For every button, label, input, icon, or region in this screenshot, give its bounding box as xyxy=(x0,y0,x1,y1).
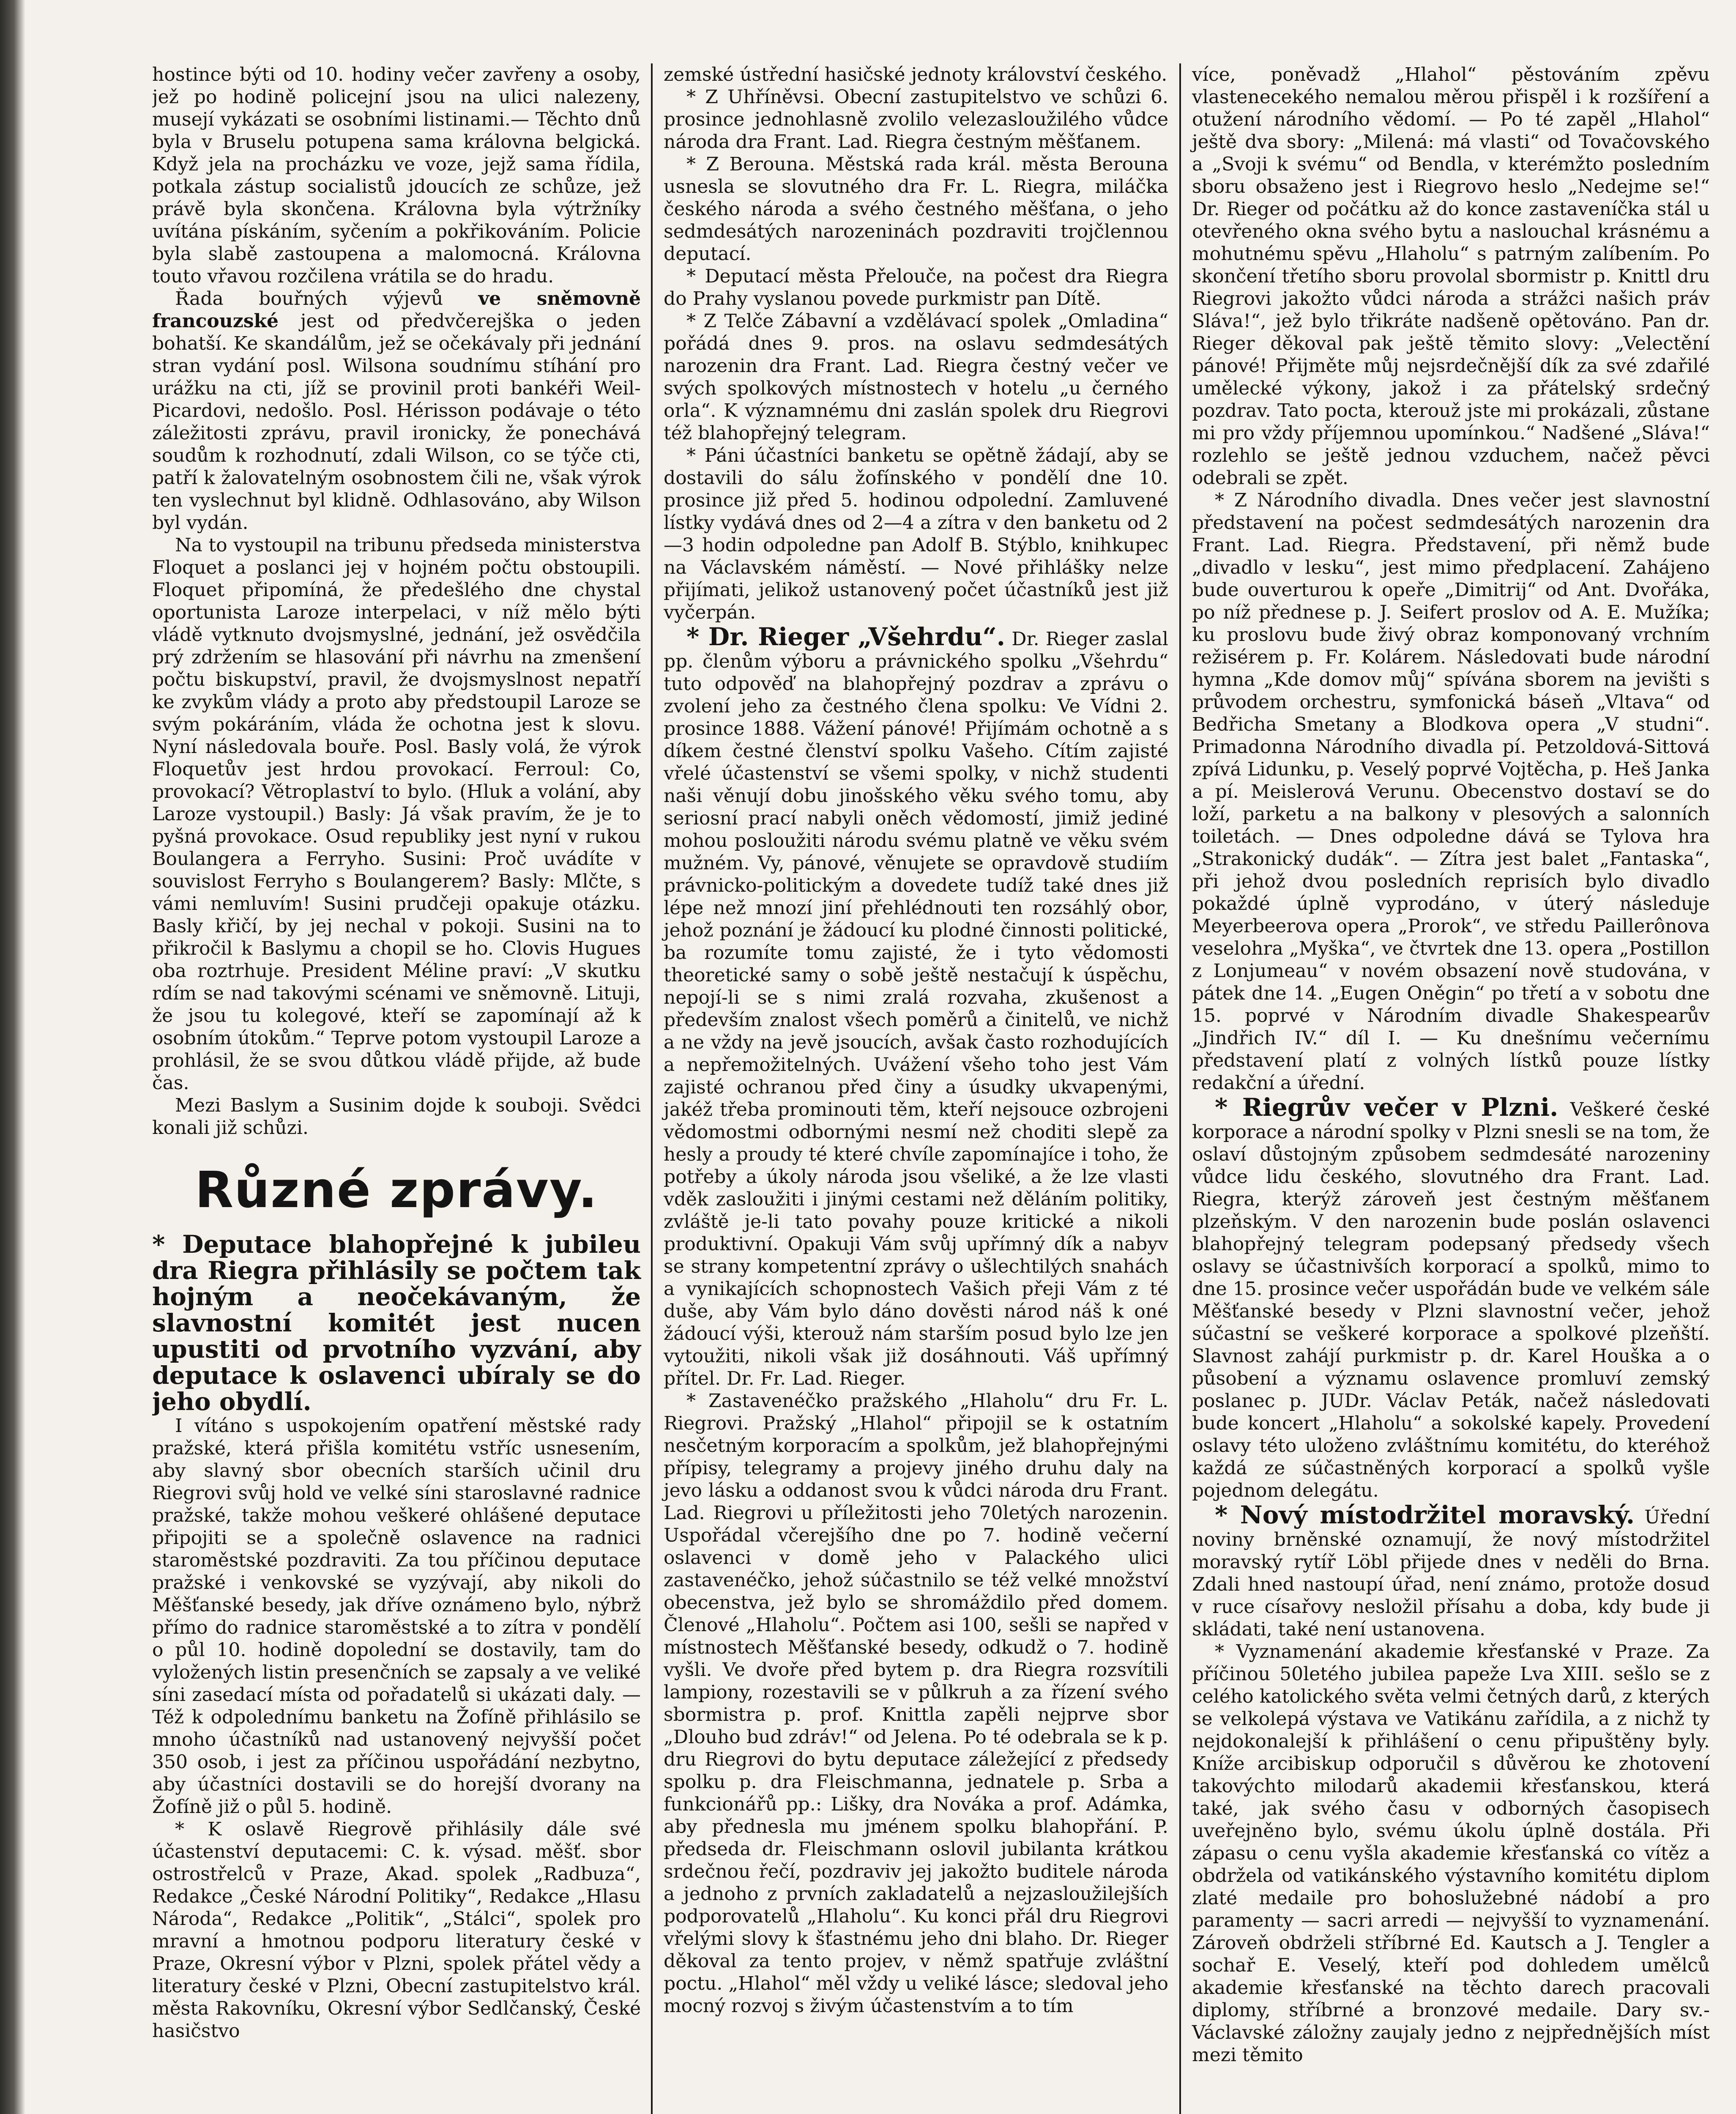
article-french-chamber xyxy=(152,288,641,534)
news-vsehrd xyxy=(664,624,1168,1390)
column-1 xyxy=(152,63,651,2114)
news-telc: * Z Telče Zábavní a vzdělávací spolek „Omladina“ pořádá dnes 9. pros. na oslavu sedmdesátých narozenin dra Frant. Lad. Riegra čestný večer ve svých spolkových místnostech v hotelu „u černého orla“. K významnému dni zaslán spolek dru Riegrovi též blahopřejný telegram. xyxy=(664,310,1168,444)
article-city-council: I vítáno s uspokojením opatření městské rady pražské, která přišla komitétu vstříc usnesením, aby slavný sbor obecních starších učinil dru Riegrovi svůj hold ve velké síni staroslavné radnice pražské, takže mohou veškeré ohlášené deputace připojiti se a společně oslavence na radnici staroměstské pozdraviti. Za tou příčinou deputace pražské i venkovské se vyzývají, aby nikoli do Měšťanské besedy, jak dříve oznámeno bylo, nýbrž přímo do radnice staroměstské a to zítra v pondělí o půl 10. hodině dopolední se dostavily, tam do vyložených listin presenčních se zapsaly a ve veliké síni zasedací místa od pořadatelů si ukázati daly. — Též k odpolednímu banketu na Žofíně přihlásilo se mnoho účastníků nad ustanovený nejvyšší počet 350 osob, i jest za příčinou uspořádání nezbytno, aby účastníci dostavili se do horejší dvorany na Žofíně již o půl 5. hodině. xyxy=(152,1415,641,1818)
news-banquet: * Páni účastníci banketu se opětně žádají, aby se dostavili do sálu žofínského v pondělí dne 10. prosince již před 5. hodinou odpolední. Zamluvené lístky vydává dnes od 2—4 a zítra v den banketu od 2—3 hodin odpoledne pan Adolf B. Stýblo, knihkupec na Václavském náměstí. — Nové přihlášky nelze přijímati, jelikož ustanovený počet účastníků jest již vyčerpán. xyxy=(664,445,1168,623)
text-span: jest od předvčerejška o jeden bohatší. Ke skandálům, jež se očekávaly při jednání stran vydání posl. Wilsona soudnímu stíhání pro urážku na cti, jíž se provinil proti bankéři Weil-Picardovi, nedošlo. Posl. Hérisson podávaje o této záležitosti zprávu, pravil ironicky, že ponechává soudům k rozhodnutí, zdali Wilson, co se týče cti, patří k žalovatelným osobnostem čili ne, však výrok ten vyslechnut byl klidně. Odhlasováno, aby Wilson byl vydán. xyxy=(152,310,641,534)
article-continuation-hlahol: více, poněvadž „Hlahol“ pěstováním zpěvu vlastenecekého nemalou měrou přispěl i k rozšíření a otužení národního vědomí. — Po té zapěl „Hlahol“ ještě dva sbory: „Milená: má vlasti“ od Tovačovského a „Svoji k svému“ od Bendla, v kterémžto posledním sboru obsaženo jest i Riegrovo heslo „Nedejme se!“ Dr. Rieger od počátku až do konce zastaveníčka stál u otevřeného okna svého bytu a naslouchal krásnému a mohutnému spěvu „Hlaholu“ s patrným zalíbením. Po skončení třetího sboru provolal sbormistr p. Knittl dru Riegrovi jakožto vůdci národa a strážci našich práv Sláva!“, jež bylo třikráte nadšeně opětováno. Pan dr. Rieger děkoval pak ještě těmito slovy: „Velectění pánové! Přijměte můj nejsrdečnější dík za své zdařilé umělecké výkony, jakož i za přátelský srdečný pozdrav. Tato pocta, kterouž jste mi prokázali, zůstane mi pro vždy příjemnou upomínkou.“ Nadšené „Sláva!“ rozlehlo se ještě jednou vzduchem, načež pěvci odebrali se zpět. xyxy=(1192,64,1710,489)
news-prelouc: * Deputací města Přelouče, na počest dra Riegra do Prahy vyslanou povede purkmistr pan Dítě. xyxy=(664,266,1168,309)
news-beroun: * Z Berouna. Městská rada král. města Berouna usnesla se slovutného dra Fr. L. Riegra, miláčka českého národa a svého čestného měšťana, o jeho sedmdesátých narozeninách pozdraviti trojčlennou deputací. xyxy=(664,153,1168,265)
news-moravia-governor xyxy=(1192,1502,1710,1640)
article-duel: Mezi Baslym a Susinim dojde k souboji. Svědci konali již schůzi. xyxy=(152,1095,641,1139)
emphasis-text: ve sněmovně francouzské xyxy=(152,288,641,332)
article-continuation-hasicstvo: zemské ústřední hasičské jednoty království českého. xyxy=(664,64,1167,85)
article-rieger-celebration-list: * K oslavě Riegrově přihlásily dále své účastenství deputacemi: C. k. výsad. měšť. sbor ostrostřelců v Praze, Akad. spolek „Radbuza“, Redakce „České Národní Politiky“, Redakce „Hlasu Národa“, Redakce „Politik“, „Stálci“, spolek pro mravní a hmotnou podporu literatury české v Praze, Okresní výbor v Plzni, spolek přátel vědy a literatury české v Plzni, Obecní zastupitelstvo král. města Rakovníku, Okresní výbor Sedlčanský, České hasičstvo xyxy=(152,1818,641,2042)
headline: * Riegrův večer v Plzni. xyxy=(1215,1093,1558,1122)
binding-edge xyxy=(0,0,25,2114)
news-hlahol: * Zastavenéčko pražského „Hlaholu“ dru Fr. L. Riegrovi. Pražský „Hlahol“ připojil se k ostatním nesčetným korporacím a spolkům, jež blahopřejnými přípisy, telegramy a projevy jiného druhu daly na jevo lásku a oddanost svou k vůdci národa dru Frant. Lad. Riegrovi u příležitosti jeho 70letých narozenin. Uspořádal včerejšího dne po 7. hodině večerní oslavenci v domě jeho v Palackého ulici zastavenéčko, jehož súčastnilo se též velké množství obecenstva, jež bylo se shromáždilo před domem. Členové „Hlaholu“. Počtem asi 100, sešli se napřed v místnostech Měšťanské besedy, odkudž o 7. hodině vyšli. Ve dvoře před bytem p. dra Riegra rozsvítili lampiony, rozestavili se v půlkruh a za řízení svého sbormistra p. prof. Knittla zapěli nejprve sbor „Dlouho bud zdráv!“ od Jelena. Po té odebrala se k p. dru Riegrovi do bytu deputace záležející z předsedy spolku p. dra Fleischmanna, jednatele p. Srba a funkcionářů pp.: Lišky, dra Nováka a prof. Adámka, aby přednesla mu jménem spolku blahopřání. P. předseda dr. Fleischmann oslovil jubilanta krátkou srdečnou řečí, pozdraviv jej jakožto buditele národa a jednoho z prvních zakladatelů a nejzasloužilejších podporovatelů „Hlaholu“. Ku konci přál dru Riegrovi vřelými slovy k šťastnému jeho dni blaho. Dr. Rieger děkoval za tento projev, v němž spatřuje zvláštní poctu. „Hlahol“ měl vždy u veliké lásce; sledoval jeho mocný rozvoj s živým účastenstvím a to tím xyxy=(664,1390,1168,2017)
article-floquet: Na to vystoupil na tribunu předseda ministerstva Floquet a poslanci jej v hojném počtu obstoupili. Floquet připomíná, že předešlého dne chystal oportunista Laroze interpelaci, v níž mělo býti vládě vytknuto dvojsmyslné, jednání, jež osvědčila prý zdržením se hlasování při návrhu na zmenšení počtu biskupství, pravil, že dvojsmyslnost nepatří ke zvykům vlády a proto aby předstoupil Laroze se svým pokáráním, vláda že ochotna jest k slovu. Nyní následovala bouře. Posl. Basly volá, že výrok Floquetův jest hrdou provokací. Ferroul: Co, provokací? Větroplaství to bylo. (Hluk a volání, aby Laroze vystoupil.) Basly: Já však pravím, že je to pyšná provokace. Osud republiky jest nyní v rukou Boulangera a Ferryho. Susini: Proč uvádíte v souvislost Ferryho s Boulangerem? Basly: Mlčte, s vámi nemluvím! Susini prudčeji opakuje otázku. Basly křičí, by jej nechal v pokoji. Susini na to přikročil k Baslymu a chopil se ho. Clovis Hugues oba roztrhuje. President Méline praví: „V skutku rdím se nad takovými scénami ve sněmovně. Lituji, že jsou tu kolegové, kteří se zapomínají až k osobním útokům.“ Teprve potom vystoupil Laroze a prohlásil, že se svou důtkou vládě přijde, až bude čas. xyxy=(152,534,641,1094)
section-heading: Různé zprávy. xyxy=(195,1161,598,1219)
news-national-theatre: * Z Národního divadla. Dnes večer jest slavnostní představení na počest sedmdesátých narozenin dra Frant. Lad. Riegra. Představení, při němž bude „divadlo v lesku“, jest mimo předplacení. Zahájeno bude ouverturou k opeře „Dimitrij“ od Ant. Dvořáka, po níž přednese p. J. Seifert proslov od A. E. Mužíka; ku proslovu bude živý obraz komponovaný vrchním režisérem p. Fr. Kolárem. Následovati bude národní hymna „Kde domov můj“ spívána sborem na jevišti s průvodem orchestru, symfonická báseň „Vltava“ od Bedřicha Smetany a Blodkova opera „V studni“. Primadonna Národního divadla pí. Petzoldová-Sittová zpívá Lidunku, p. Veselý poprvé Vojtěcha, p. Heš Janka a pí. Meislerová Verunu. Obecenstvo dostaví se do loží, parketu a na balkony v plesových a salonních toiletách. — Dnes odpoledne dává se Tylova hra „Strakonický dudák“. — Zítra jest balet „Fantaska“, při jehož dvou posledních reprisích bylo divadlo pokaždé úplně vyprodáno, v úterý následuje Meyerbeerova opera „Prorok“, ve středu Paillerônova veselohra „Myška“, ve čtvrtek dne 13. opera „Postillon z Lonjumeau“ v novém obsazení nově studována, v pátek dne 14. „Eugen Oněgin“ po třetí a v sobotu dne 15. poprvé v Národním divadle Shakespearův „Jindřich IV.“ díl I. — Ku dnešnímu večernímu představení platí z volných lístků pouze lístky redakční a úřední. xyxy=(1192,490,1710,1094)
text-span: Řada bouřných výjevů xyxy=(175,288,478,309)
news-christian-academy: * Vyznamenání akademie křesťanské v Praze. Za příčinou 50letého jubilea papeže Lva XIII. sešlo se z celého katolického světa velmi četných darů, z kterých se velkolepá výstava ve Vatikánu zařídila, a z nichž ty nejdokonalejší k přihlášení o cenu připuštěny byly. Kníže arcibiskup odporučil s důvěrou ke zhotovení takovýchto milodarů akademii křesťanskou, která také, jak svého času v odborných časopisech uveřejněno bylo, svému úkolu úplně dostála. Při zápasu o cenu vyšla akademie křesťanská co vítěz a obdržela od vatikánského výstavního komitétu diplom zlaté medaile pro bohoslužebné nádobí a pro paramenty — sacri arredi — nejvyšší to vyznamenání. Zároveň obdrželi stříbrné Ed. Kautsch a J. Tengler a sochař E. Veselý, kteří pod dohledem umělců akademie křesťanské na těchto darech pracovali diplomy, stříbrné a bronzové medaile. Dary sv.-Václavské záložny zaujaly jedno z nejpřednějších míst mezi těmito xyxy=(1192,1641,1710,2066)
text-span: Úřední noviny brněnské oznamují, že nový místodržitel moravský rytíř Löbl přijede dnes v neděli do Brna. Zdali hned nastoupí úřad, není známo, protože dosud v ruce císařovy nesložil přísahu a doba, kdy bude ji skládati, také není ustanovena. xyxy=(1192,1506,1710,1640)
text-span: Veškeré české korporace a národní spolky v Plzni snesli se na tom, že oslaví důstojným způsobem sedmdesáté narozeniny vůdce lidu českého, slovutného dra Frant. Lad. Riegra, kterýž zároveň jest čestným měšťanem plzeňským. V den narozenin bude poslán oslavenci blahopřejný telegram podepsaný předsedy všech oslavy se účastnivších korporací a spolků, mimo to dne 15. prosince večer uspořádán bude ve velkém sále Měšťanské besedy v Plzni slavnostní večer, jehož súčastní se veškeré korporace a spolkové plzeňští. Slavnost zahájí purkmistr p. dr. Karel Houška a o působení a významu oslavence promluví zemský poslanec p. JUDr. Václav Peták, načež následovati bude koncert „Hlaholu“ a sokolské kapely. Provedení oslavy této uloženo zvláštnímu komitétu, do kteréhož každá ze súčastněných korporací a spolků vyšle pojednom delegátu. xyxy=(1192,1099,1710,1501)
headline: * Dr. Rieger „Všehrdu“. xyxy=(686,622,1005,651)
column-3 xyxy=(1179,63,1710,2114)
columns xyxy=(152,63,1711,2114)
headline: * Nový místodržitel moravský. xyxy=(1215,1501,1635,1529)
lead-article-deputations: * Deputace blahopřejné k jubileu dra Riegra přihlásily se počtem tak hojným a neočekávaným, že slavnostní komitét jest nucen upustiti od prvotního vyzvání, aby deputace k oslavenci ubíraly se do jeho obydlí. xyxy=(152,1230,641,1416)
news-uhrinves: * Z Uhříněvsi. Obecní zastupitelstvo ve schůzi 6. prosince jednohlasně zvolilo velezasloužilého vůdce národa dra Frant. Lad. Riegra čestným měšťanem. xyxy=(664,86,1168,153)
text-span: Dr. Rieger zaslal pp. členům výboru a právnického spolku „Všehrdu“ tuto odpověď na blahopřejný pozdrav a zprávu o zvolení jeho za čestného člena spolku: Ve Vídni 2. prosince 1888. Vážení pánové! Přijímám ochotně a s díkem čestné členství spolku Vašeho. Cítím zajisté vřelé účastenství se všemi spolky, v nichž studenti naši věnují dobu jinošského věku svého tomu, aby seriosní prací nabyli oněch vědomostí, jimiž jediné mohou posloužiti národu svému platně ve věku svém mužném. Vy, pánové, věnujete se opravdově studiím právnicko-politickým a dovedete tudíž také dnes již lépe než mnozí jiní přehlédnouti ten rozsáhlý obor, jehož poznání je žádoucí ku plodné činnosti politické, ba rozumíte tomu zajisté, že i tyto vědomosti theoretické samy o sobě ještě nestačují k úspěchu, nepojí-li se s nimi zralá rozvaha, zkušenost a především znalost všech poměrů a činitelů, ve nichž a ne vždy na jevě jsoucích, avšak často rozhodujících a nepřemožitelných. Uvážení všeho toho jest Vám zajisté ochranou před činy a úsudky ukvapenými, jakéž třeba prominouti těm, kteří nejsouce ozbrojeni vědomostmi odbornými nesmí než choditi slepě za hesly a proudy té které chvíle zapomínajíce i toho, že potřeby a úkoly národa jsou všeliké, a že lze vlasti vděk zasloužiti i jinými cestami než děláním politiky, zvláště je-li tato povahy pouze kritické a nikoli produktivní. Opakuji Vám svůj upřímný dík a nabyv se strany kompetentní zprávy o ušlechtilých snahách a vynikajících schopnostech Vašich přeji Vám z té duše, aby Vám bylo dáno dověsti národ náš k oné žádoucí výši, kterouž nám starším posud bylo lze jen vytoužiti, nikoli však již dosáhnouti. Váš upřímný přítel. Dr. Fr. Lad. Rieger. xyxy=(664,628,1168,1389)
news-plzen xyxy=(1192,1094,1710,1502)
column-2 xyxy=(651,63,1179,2114)
article-continuation-hostince: hostince býti od 10. hodiny večer zavřeny a osoby, jež po hodině policejní jsou na ulici nalezeny, musejí vykázati se osobními listinami.— Těchto dnů byla v Bruselu potupena sama královna belgická. Když jela na procházku ve voze, jejž sama řídila, potkala zástup socialistů jdoucích ze schůze, jež právě byla skončena. Královna byla výtržníky uvítána pískáním, syčením a pokřikováním. Policie byla slabě zastoupena a malomocná. Královna touto vřavou rozčilena vrátila se do hradu. xyxy=(152,64,641,287)
